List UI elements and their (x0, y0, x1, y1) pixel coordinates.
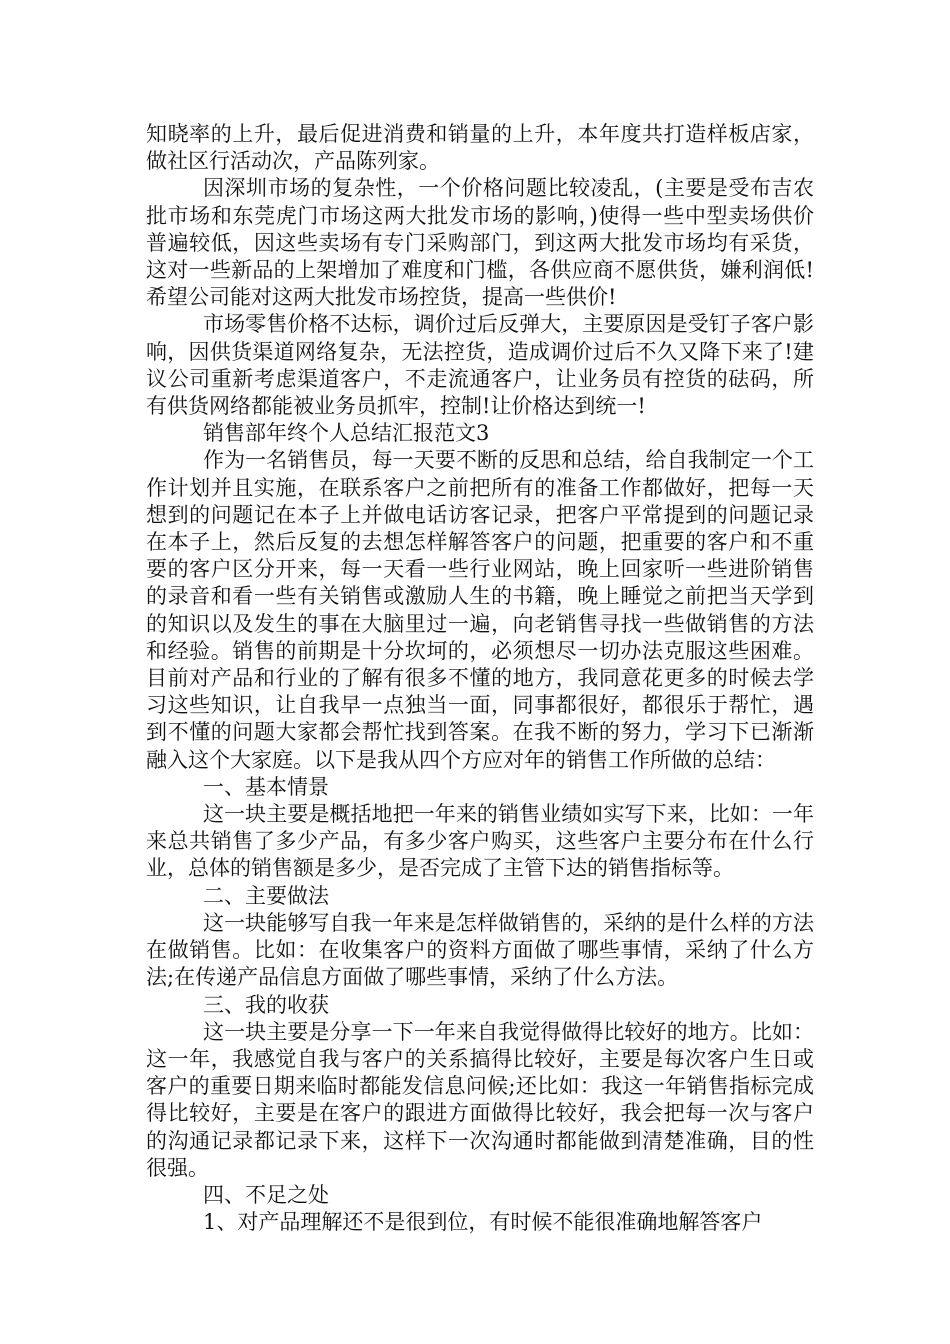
paragraph-retail-price: 市场零售价格不达标，调价过后反弹大，主要原因是受钉子客户影响，因供货渠道网络复杂，无法控货，造成调价过后不久又降下来了!建议公司重新考虑渠道客户，不走流通客户，让业务员有控货的砝码，所有供货网络都能被业务员抓牢，控制!让价格达到统一! (146, 312, 814, 419)
paragraph-continuation: 知晓率的上升，最后促进消费和销量的上升，本年度共打造样板店家，做社区行活动次，产品陈列家。 (146, 122, 814, 174)
section-title: 销售部年终个人总结汇报范文3 (203, 421, 490, 446)
heading-my-gains: 三、我的收获 (203, 992, 329, 1017)
heading-main-methods: 二、主要做法 (203, 883, 329, 908)
paragraph-basic-situation: 这一块主要是概括地把一年来的销售业绩如实写下来，比如：一年来总共销售了多少产品，有多少客户购买，这些客户主要分布在什么行业，总体的销售额是多少，是否完成了主管下达的销售指标等。 (146, 802, 814, 881)
heading-basic-situation: 一、基本情景 (203, 774, 329, 799)
heading-shortcomings: 四、不足之处 (203, 1182, 329, 1207)
paragraph-main-methods: 这一块能够写自我一年来是怎样做销售的，采纳的是什么样的方法在做销售。比如：在收集客户的资料方面做了哪些事情，采纳了什么方法;在传递产品信息方面做了哪些事情，采纳了什么方法。 (146, 910, 814, 990)
paragraph-my-gains: 这一块主要是分享一下一年来自我觉得做得比较好的地方。比如：这一年，我感觉自我与客户的关系搞得比较好，主要是每次客户生日或客户的重要日期来临时都能发信息问候;还比如：我这一年销售指标完成得比较好，主要是在客户的跟进方面做得比较好，我会把每一次与客户的沟通记录都记录下来，这样下一次沟通时都能做到清楚准确，目的性很强。 (146, 1019, 814, 1180)
paragraph-market-complexity: 因深圳市场的复杂性，一个价格问题比较凌乱，(主要是受布吉农批市场和东莞虎门市场这两大批发市场的影响，)使得一些中型卖场供价普遍较低，因这些卖场有专门采购部门，到这两大批发市场均有采货，这对一些新品的上架增加了难度和门槛，各供应商不愿供货，嫌利润低!希望公司能对这两大批发市场控货，提高一些供价! (146, 176, 814, 310)
paragraph-shortcoming-1: 1、对产品理解还不是很到位，有时候不能很准确地解答客户 (203, 1210, 763, 1235)
paragraph-intro: 作为一名销售员，每一天要不断的反思和总结，给自我制定一个工作计划并且实施，在联系客户之前把所有的准备工作都做好，把每一天想到的问题记在本子上并做电话访客记录，把客户平常提到的问题记录在本子上，然后反复的去想怎样解答客户的问题，把重要的客户和不重要的客户区分开来，每一天看一些行业网站，晚上回家听一些进阶销售的录音和看一些有关销售或激励人生的书籍，晚上睡觉之前把当天学到的知识以及发生的事在大脑里过一遍，向老销售寻找一些做销售的方法和经验。销售的前期是十分坎坷的，必须想尽一切办法克服这些困难。目前对产品和行业的了解有很多不懂的地方，我同意花更多的时候去学习这些知识，让自我早一点独当一面，同事都很好，都很乐于帮忙，遇到不懂的问题大家都会帮忙找到答案。在我不断的努力，学习下已渐渐融入这个大家庭。以下是我从四个方应对年的销售工作所做的总结： (146, 448, 814, 772)
document-body (146, 121, 814, 1236)
